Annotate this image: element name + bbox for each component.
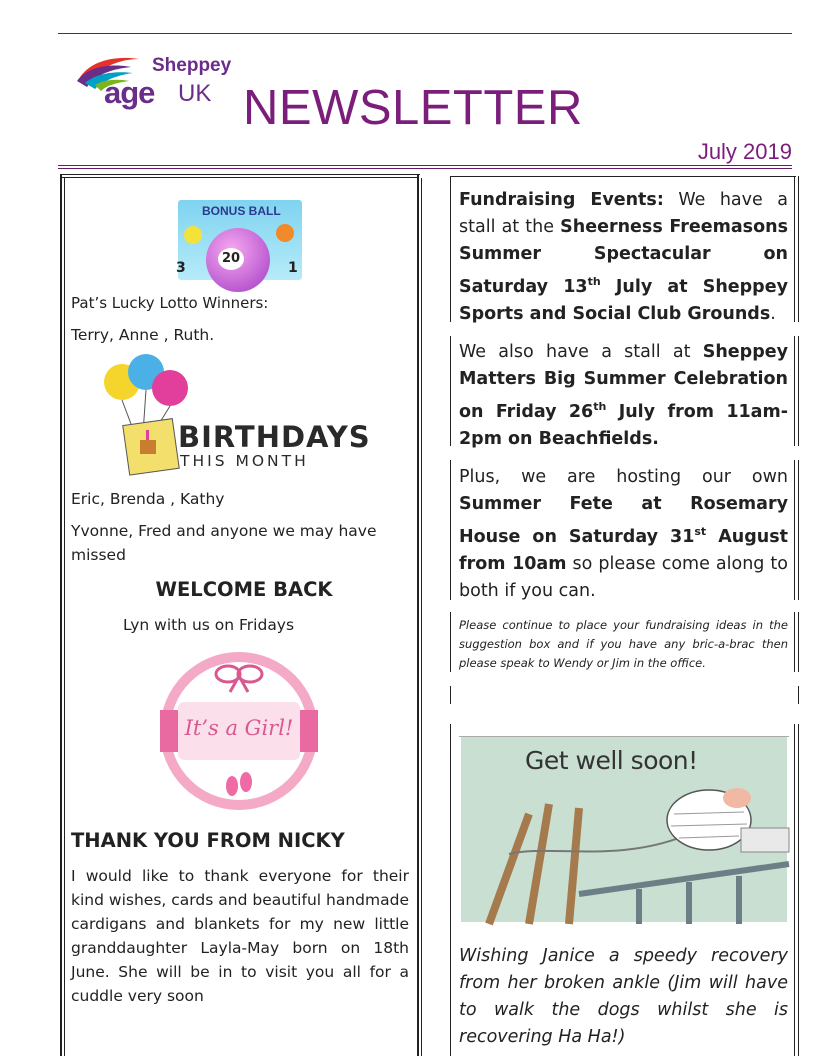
bandaged-foot-icon — [459, 784, 789, 924]
right-box4-r — [794, 612, 795, 672]
birthdays-subtitle: THIS MONTH — [180, 452, 309, 470]
right-box4-r2 — [798, 612, 799, 672]
thanks-text: I would like to thank everyone for their kind wishes, cards and beautiful handmade cardigans and blankets for my new little granddaughter Layla-May born on 18th June. She will be in to visit you all for a cuddle very soon — [71, 867, 409, 1005]
header-rule-2 — [58, 168, 792, 169]
brand-sheppey: Sheppey — [152, 55, 232, 76]
right-box1-r2 — [798, 176, 799, 322]
bow-icon — [214, 660, 264, 694]
fundraising-paragraph: Fundraising Events: We have a stall at the Sheerness Freemasons Summer Spectacular on Saturday 13th July at Sheppey Sports and Social Club Grounds. — [459, 190, 788, 324]
ideas-note: Please continue to place your fundraising ideas in the suggestion box and if you have any bric-a-brac then please speak to Wendy or Jim in the office. — [459, 618, 788, 670]
bonus-ball-label: BONUS BALL — [202, 204, 281, 218]
issue-date: July 2019 — [697, 139, 792, 164]
ball-number-left: 3 — [176, 260, 186, 276]
left-col-border-r — [417, 174, 419, 1056]
thanks-heading: THANK YOU FROM NICKY — [71, 829, 345, 852]
bonus-ball-image — [178, 200, 302, 280]
card-text: Get well soon! — [525, 746, 698, 775]
fete-paragraph: Plus, we are hosting our own Summer Fete at Rosemary House on Saturday 31st August from 10am so please come along to both if you can. — [459, 467, 788, 601]
right-box2-r2 — [798, 336, 799, 446]
left-col-border-l2 — [64, 178, 65, 1056]
right-box2-r — [794, 336, 795, 446]
wish-text: Wishing Janice a speedy recovery from her broken ankle (Jim will have to walk the dogs whilst she is recovering Ha Ha!) — [459, 946, 788, 1047]
get-well-card-image — [459, 724, 789, 924]
small-ball-icon — [184, 226, 202, 244]
welcome-heading: WELCOME BACK — [155, 578, 333, 601]
right-box1-r — [794, 176, 795, 322]
ball-number-center: 20 — [218, 248, 244, 270]
its-a-girl-badge — [160, 652, 318, 810]
top-rule — [58, 33, 792, 34]
brand-uk: UK — [178, 80, 212, 107]
right-box6-r — [794, 724, 795, 1056]
right-box3-r — [794, 460, 795, 600]
left-col-border-l — [60, 174, 62, 1056]
birthday-names-1: Eric, Brenda , Kathy — [71, 490, 225, 508]
left-box-top — [60, 174, 420, 175]
small-ball-icon — [276, 224, 294, 242]
birthday-names-2: Yvonne, Fred and anyone we may have missed — [71, 522, 377, 564]
left-col-border-r2 — [421, 178, 422, 1056]
right-box-top — [450, 176, 796, 177]
ball-number-right: 1 — [288, 260, 298, 276]
page-title: NEWSLETTER — [243, 81, 583, 135]
right-box6-r2 — [798, 724, 799, 1056]
left-box-top-inner — [62, 177, 418, 178]
right-box5-r — [798, 686, 799, 704]
brand-age: age — [104, 75, 155, 110]
right-box3-r2 — [798, 460, 799, 600]
right-box2-l — [450, 336, 451, 446]
right-box5-l — [450, 686, 451, 704]
baby-feet-icon — [222, 768, 256, 798]
header-rule-1 — [58, 165, 792, 166]
right-box1-l — [450, 176, 451, 322]
girl-badge-text: It’s a Girl! — [184, 716, 294, 740]
welcome-text: Lyn with us on Fridays — [123, 616, 295, 634]
lotto-heading: Pat’s Lucky Lotto Winners: — [71, 294, 269, 312]
right-box6-l — [450, 724, 451, 1056]
right-box4-l — [450, 612, 451, 672]
stall-paragraph: We also have a stall at Sheppey Matters Big Summer Celebration on Friday 26th July from 11am-2pm on Beachfields. — [459, 342, 788, 449]
right-box3-l — [450, 460, 451, 600]
birthdays-title: BIRTHDAYS — [178, 420, 371, 454]
lotto-names: Terry, Anne , Ruth. — [71, 326, 215, 344]
